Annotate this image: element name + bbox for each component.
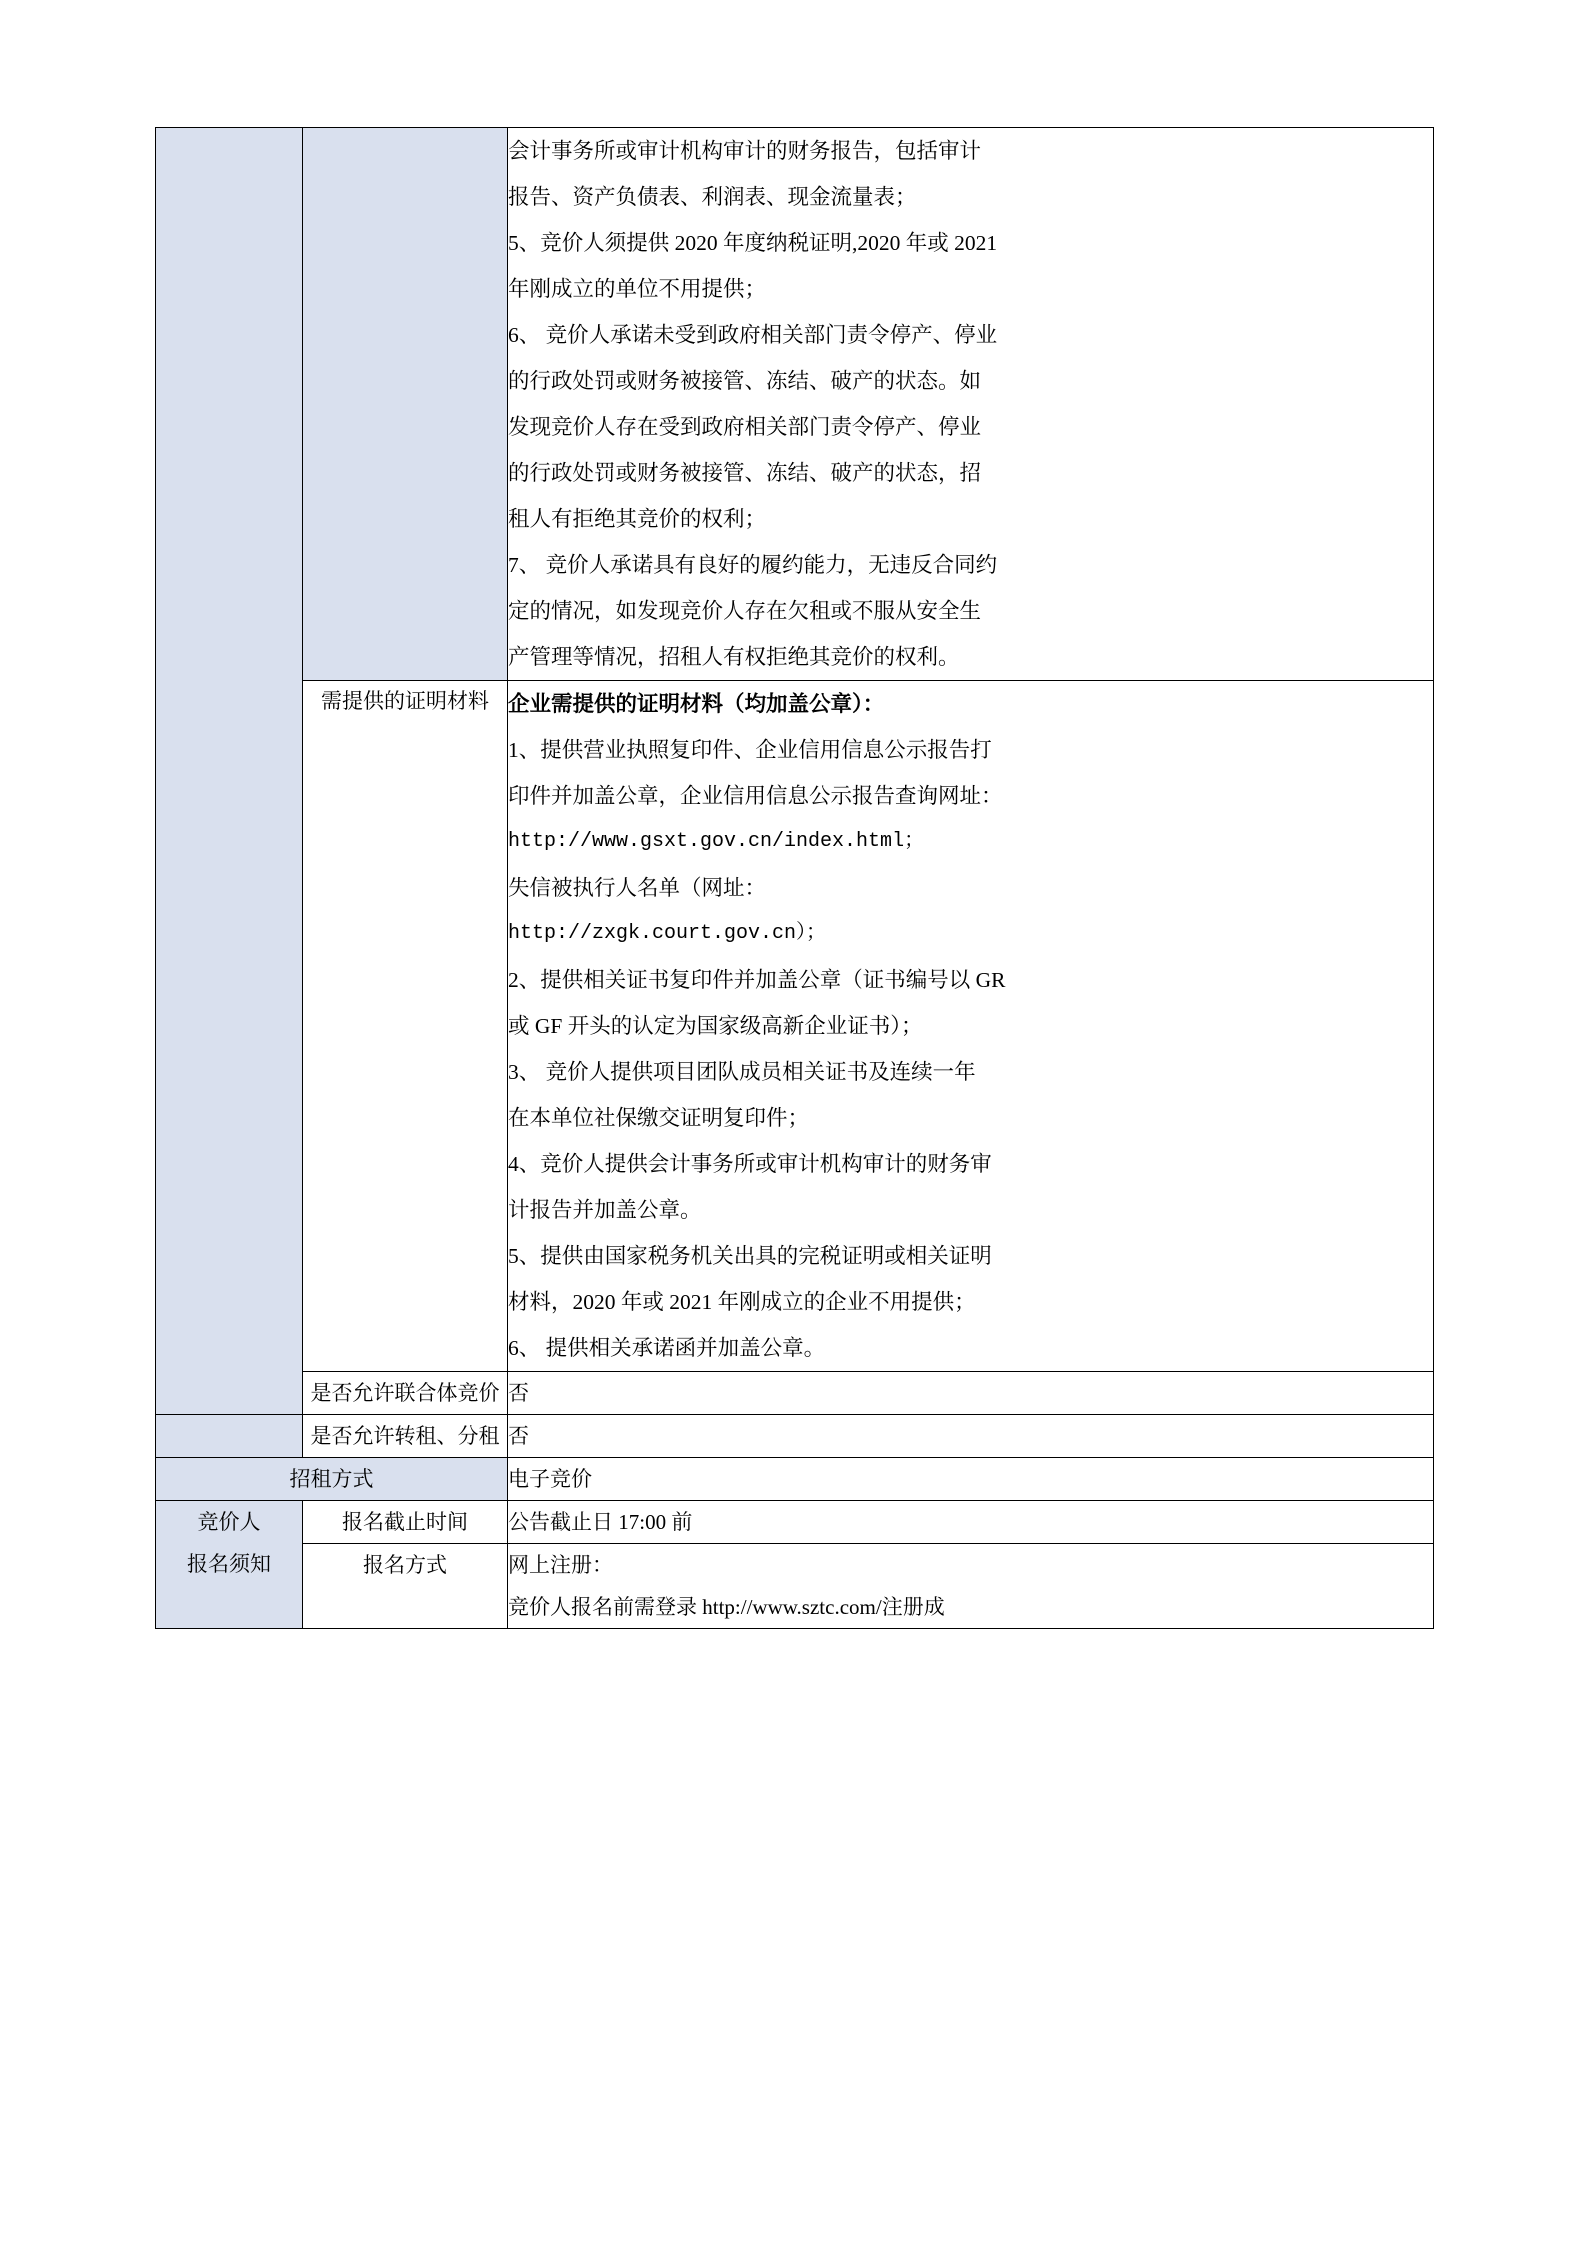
- cert-line-url: http://www.gsxt.gov.cn/index.html；: [508, 830, 925, 853]
- signup-line: 竞价人报名前需登录 http://www.sztc.com/注册成: [508, 1595, 945, 1619]
- signup-line: 网上注册：: [508, 1553, 613, 1577]
- cert-line: 或 GF 开头的认定为国家级高新企业证书）；: [508, 1014, 923, 1038]
- sublease-value: 否: [508, 1415, 1434, 1458]
- req-line: 报告、资产负债表、利润表、现金流量表；: [508, 185, 917, 209]
- table-row: [156, 128, 1434, 681]
- signup-label: 报名方式: [303, 1544, 508, 1629]
- req-line: 定的情况，如发现竞价人存在欠租或不服从安全生: [508, 599, 982, 623]
- subsection-label-blank: [303, 128, 508, 681]
- sublease-label: 是否允许转租、分租: [303, 1415, 508, 1458]
- cert-line: 5、提供由国家税务机关出具的完税证明或相关证明: [508, 1244, 992, 1268]
- req-line: 6、 竞价人承诺未受到政府相关部门责令停产、停业: [508, 323, 998, 347]
- table-row: [156, 681, 1434, 1372]
- bidder-notice-label-line2: 报名须知: [187, 1552, 271, 1576]
- table-row: [156, 1544, 1434, 1629]
- section-label-blank-2: [156, 1415, 303, 1458]
- req-line: 会计事务所或审计机构审计的财务报告，包括审计: [508, 139, 982, 163]
- cert-line: 失信被执行人名单（网址：: [508, 876, 767, 900]
- cert-line: 计报告并加盖公章。: [508, 1198, 702, 1222]
- section-label-blank: [156, 128, 303, 1415]
- table-row: [156, 1458, 1434, 1501]
- consortium-value: 否: [508, 1372, 1434, 1415]
- bidder-notice-label: [156, 1501, 303, 1629]
- req-line: 租人有拒绝其竞价的权利；: [508, 507, 767, 531]
- requirements-content: [508, 128, 1434, 681]
- cert-line: 在本单位社保缴交证明复印件；: [508, 1106, 810, 1130]
- cert-line: 印件并加盖公章，企业信用信息公示报告查询网址：: [508, 784, 1003, 808]
- method-value: 电子竞价: [508, 1458, 1434, 1501]
- deadline-label: 报名截止时间: [303, 1501, 508, 1544]
- method-label: 招租方式: [156, 1458, 508, 1501]
- cert-line: 4、竞价人提供会计事务所或审计机构审计的财务审: [508, 1152, 992, 1176]
- req-line: 发现竞价人存在受到政府相关部门责令停产、停业: [508, 415, 982, 439]
- consortium-label: 是否允许联合体竞价: [303, 1372, 508, 1415]
- certificates-label: 需提供的证明材料: [303, 681, 508, 1372]
- certificates-heading: 企业需提供的证明材料（均加盖公章）：: [508, 692, 885, 716]
- req-line: 5、竞价人须提供 2020 年度纳税证明,2020 年或 2021: [508, 231, 998, 255]
- req-line: 年刚成立的单位不用提供；: [508, 277, 767, 301]
- cert-line: 材料，2020 年或 2021 年刚成立的企业不用提供；: [508, 1290, 976, 1314]
- cert-line-url: http://zxgk.court.gov.cn）；: [508, 922, 827, 945]
- deadline-value: 公告截止日 17:00 前: [508, 1501, 1434, 1544]
- table-row: [156, 1415, 1434, 1458]
- cert-line: 1、提供营业执照复印件、企业信用信息公示报告打: [508, 738, 992, 762]
- signup-content: [508, 1544, 1434, 1629]
- cert-line: 2、提供相关证书复印件并加盖公章（证书编号以 GR: [508, 968, 1006, 992]
- req-line: 产管理等情况，招租人有权拒绝其竞价的权利。: [508, 645, 960, 669]
- bidder-notice-label-line1: 竞价人: [197, 1510, 261, 1534]
- bidding-info-table: [155, 127, 1434, 1629]
- req-line: 的行政处罚或财务被接管、冻结、破产的状态，招: [508, 461, 982, 485]
- cert-line: 6、 提供相关承诺函并加盖公章。: [508, 1336, 826, 1360]
- table-row: [156, 1501, 1434, 1544]
- table-row: [156, 1372, 1434, 1415]
- cert-line: 3、 竞价人提供项目团队成员相关证书及连续一年: [508, 1060, 976, 1084]
- req-line: 7、 竞价人承诺具有良好的履约能力，无违反合同约: [508, 553, 998, 577]
- req-line: 的行政处罚或财务被接管、冻结、破产的状态。如: [508, 369, 982, 393]
- certificates-content: [508, 681, 1434, 1372]
